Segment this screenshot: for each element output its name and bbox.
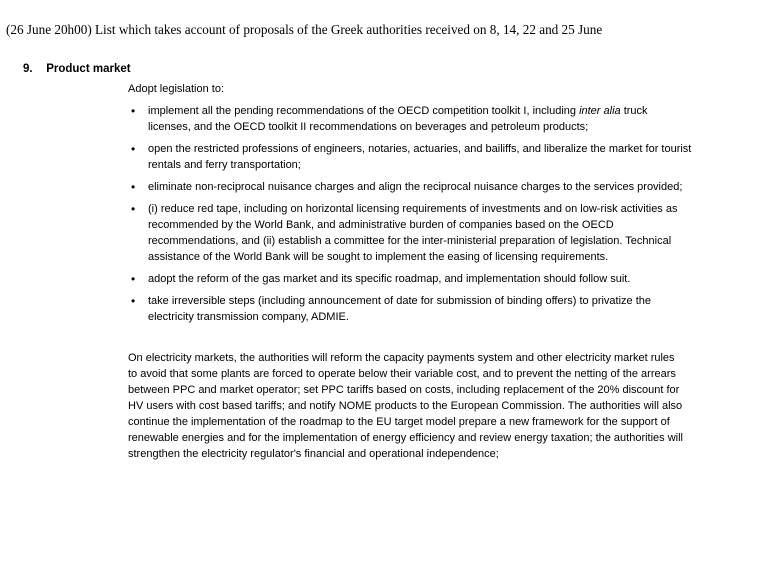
bullet-emphasis: inter alia (579, 105, 621, 117)
bullet-text: eliminate non-reciprocal nuisance charges and align the reciprocal nuisance charges to the services provided; (148, 181, 683, 193)
bullet-list (128, 103, 693, 331)
bullet-icon: • (131, 142, 136, 156)
bullet-item (128, 201, 693, 265)
bullet-item (128, 271, 693, 287)
bullet-text: take irreversible steps (including announcement of date for submission of binding offers) to privatize the electricity transmission company, ADMIE. (148, 295, 652, 323)
bullet-text: (i) reduce red tape, including on horizontal licensing requirements of investments and on low-risk activities as recommended by the World Bank, and administrative burden of companies based on the OECD recommendations, and (ii) establish a committee for the inter-ministerial preparation of legislation. Technical assistance of the World Bank will be sought to implement the easing of licensing requirements. (148, 203, 678, 263)
bullet-icon: • (131, 104, 136, 118)
section-heading (23, 63, 131, 75)
bullet-item (128, 293, 693, 325)
section-title: Product market (46, 63, 131, 75)
section-number: 9. (23, 63, 33, 75)
bullet-icon: • (131, 180, 136, 194)
closing-paragraph: On electricity markets, the authorities will reform the capacity payments system and other electricity market rules to avoid that some plants are forced to operate below their variable cost, and to prevent the netting of the arrears between PPC and market operator; set PPC tariffs based on costs, including replacement of the 20% discount for HV users with cost based tariffs; and notify NOME products to the European Commission. The authorities will also continue the implementation of the roadmap to the EU target model prepare a new framework for the support of renewable energies and for the implementation of energy efficiency and review energy taxation; the authorities will strengthen the electricity regulator's financial and operational independence; (128, 352, 684, 460)
bullet-item (128, 103, 693, 135)
bullet-text: adopt the reform of the gas market and its specific roadmap, and implementation should follow suit. (148, 273, 631, 285)
bullet-icon: • (131, 272, 136, 286)
bullet-item (128, 179, 693, 195)
bullet-text: implement all the pending recommendations of the OECD competition toolkit I, including (148, 105, 580, 117)
bullet-item (128, 141, 693, 173)
bullet-text-tail: truck licenses, and the OECD toolkit II recommendations on beverages and petroleum products; (148, 105, 648, 133)
intro-text: Adopt legislation to: (128, 83, 225, 95)
document-header: (26 June 20h00) List which takes account of proposals of the Greek authorities received on 8, 14, 22 and 25 June (6, 22, 603, 37)
bullet-icon: • (131, 294, 136, 308)
bullet-icon: • (131, 202, 136, 216)
bullet-text: open the restricted professions of engineers, notaries, actuaries, and bailiffs, and liberalize the market for tourist rentals and ferry transportation; (148, 143, 692, 171)
